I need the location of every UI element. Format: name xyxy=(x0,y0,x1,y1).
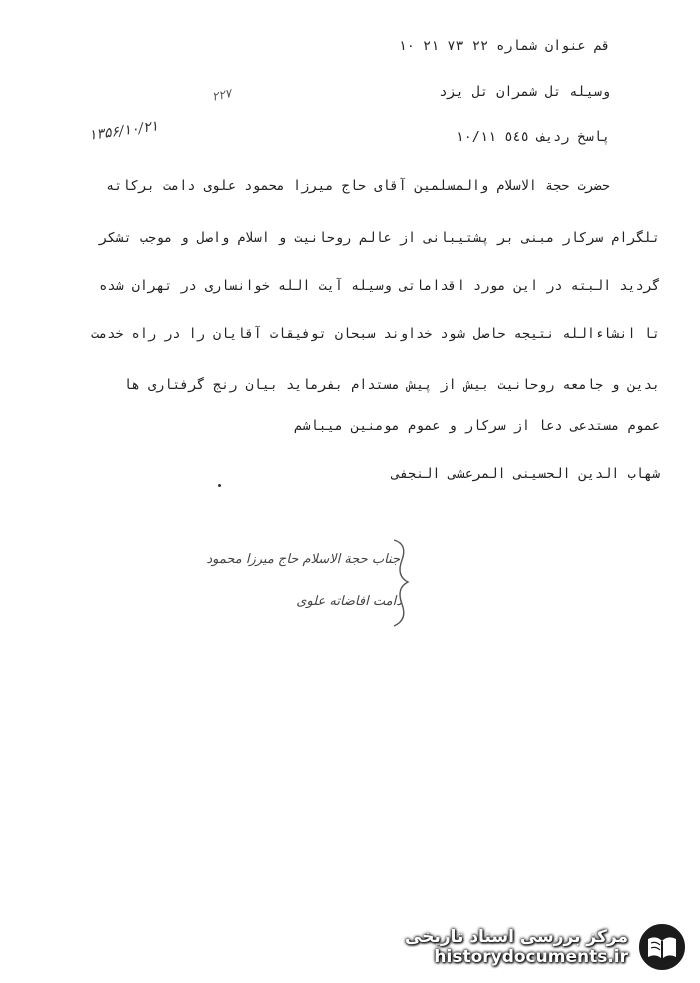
watermark-title: مرکز بررسی اسناد تاریخی xyxy=(405,927,628,947)
sender-name-line: شهاب الدین الحسینی المرعشی النجفی xyxy=(391,466,660,482)
signature-brace-icon xyxy=(390,538,414,628)
signature-line-2: دامت افاضاته علوی xyxy=(296,594,402,609)
salutation-line: حضرت حجة الاسلام والمسلمین آقای حاج میرزا محمود علوی دامت برکاته xyxy=(106,178,610,194)
handwritten-mark: ۲۲۷ xyxy=(210,86,233,104)
header-line-reference: قم عنوان شماره ۲۲ ۷۳ ۲۱ ۱۰ xyxy=(398,38,610,54)
handwritten-date: ۱۳۵۶/۱۰/۲۱ xyxy=(88,118,160,144)
watermark-url: historydocuments.ir xyxy=(434,947,628,967)
header-line-via: وسیله تل شمران تل یزد xyxy=(439,84,610,100)
body-line-1: تلگرام سرکار مبنی بر پشتیبانی از عالم روحانیت و اسلام واصل و موجب تشکر xyxy=(99,230,660,246)
signature-line-1: جناب حجة الاسلام حاج میرزا محمود xyxy=(206,552,400,567)
book-logo-icon xyxy=(636,921,688,973)
body-line-4: بدین و جامعه روحانیت بیش از پیش مستدام بفرماید بیان رنج گرفتاری ها xyxy=(123,377,660,393)
body-line-2: گردید البته در این مورد اقداماتی وسیله آیت الله خوانساری در تهران شده xyxy=(99,278,660,294)
body-line-5: عموم مستدعی دعا از سرکار و عموم مومنین میباشم xyxy=(294,418,660,434)
ink-dot xyxy=(218,484,221,487)
header-line-reply: پاسخ ردیف ٥٤٥ ۱۰/۱۱ xyxy=(455,129,610,145)
watermark xyxy=(405,921,688,973)
body-line-3: تا انشاءالله نتیجه حاصل شود خداوند سبحان توفیقات آقایان را در راه خدمت xyxy=(91,326,660,342)
watermark-text xyxy=(405,927,628,967)
